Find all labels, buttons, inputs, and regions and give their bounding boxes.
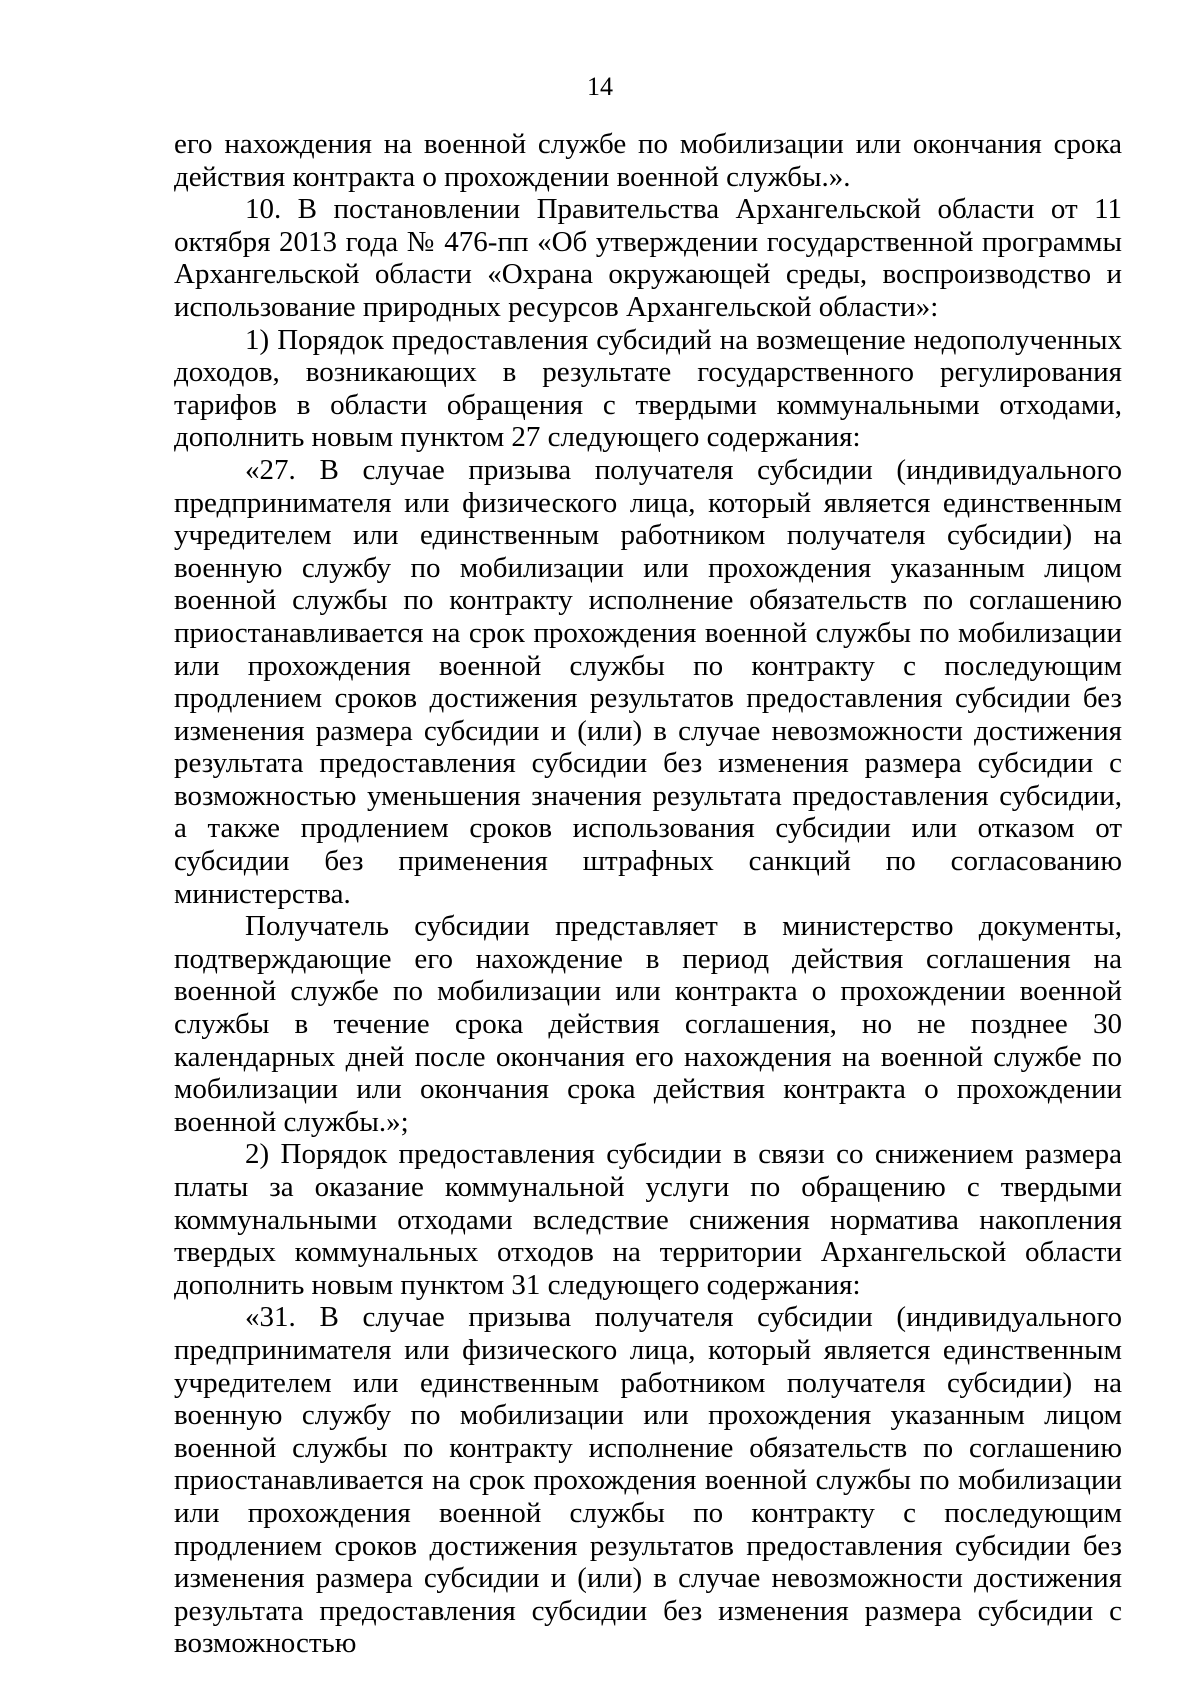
paragraph-subitem-1: 1) Порядок предоставления субсидий на возмещение недополученных доходов, возникающих в результате государственного регулирования тарифов в области обращения с твердыми коммунальными отходами, дополнить новым пунктом 27 следующего содержания: (174, 323, 1122, 454)
paragraph-clause-31: «31. В случае призыва получателя субсидии (индивидуального предпринимателя или физического лица, который является единственным учредителем или единственным работником получателя субсидии) на военную службу по мобилизации или прохождения указанным лицом военной службы по контракту исполнение обязательств по соглашению приостанавливается на срок прохождения военной службы по мобилизации или прохождения военной службы по контракту с последующим продлением сроков достижения результатов предоставления субсидии без изменения размера субсидии и (или) в случае невозможности достижения результата предоставления субсидии без изменения размера субсидии с возможностью (174, 1301, 1122, 1660)
paragraph-item-10: 10. В постановлении Правительства Архангельской области от 11 октября 2013 года № 476-пп «Об утверждении государственной программы Архангельской области «Охрана окружающей среды, воспроизводство и использование природных ресурсов Архангельской области»: (174, 193, 1122, 323)
paragraph-subitem-2: 2) Порядок предоставления субсидии в связи со снижением размера платы за оказание коммунальной услуги по обращению с твердыми коммунальными отходами вследствие снижения норматива накопления твердых коммунальных отходов на территории Архангельской области дополнить новым пунктом 31 следующего содержания: (174, 1138, 1122, 1301)
paragraph-clause-27: «27. В случае призыва получателя субсидии (индивидуального предпринимателя или физического лица, который является единственным учредителем или единственным работником получателя субсидии) на военную службу по мобилизации или прохождения указанным лицом военной службы по контракту исполнение обязательств по соглашению приостанавливается на срок прохождения военной службы по мобилизации или прохождения военной службы по контракту с последующим продлением сроков достижения результатов предоставления субсидии без изменения размера субсидии и (или) в случае невозможности достижения результата предоставления субсидии без изменения размера субсидии с возможностью уменьшения значения результата предоставления субсидии, а также продлением сроков использования субсидии или отказом от субсидии без применения штрафных санкций по согласованию министерства. (174, 453, 1122, 910)
paragraph-recipient-documents: Получатель субсидии представляет в министерство документы, подтверждающие его нахождение в период действия соглашения на военной службе по мобилизации или контракта о прохождении военной службы в течение срока действия соглашения, но не позднее 30 календарных дней после окончания его нахождения на военной службе по мобилизации или окончания срока действия контракта о прохождении военной службы.»; (174, 910, 1122, 1138)
document-body (174, 128, 1122, 1660)
page-number: 14 (587, 72, 613, 101)
paragraph-continuation: его нахождения на военной службе по мобилизации или окончания срока действия контракта о прохождении военной службы.». (174, 128, 1122, 193)
